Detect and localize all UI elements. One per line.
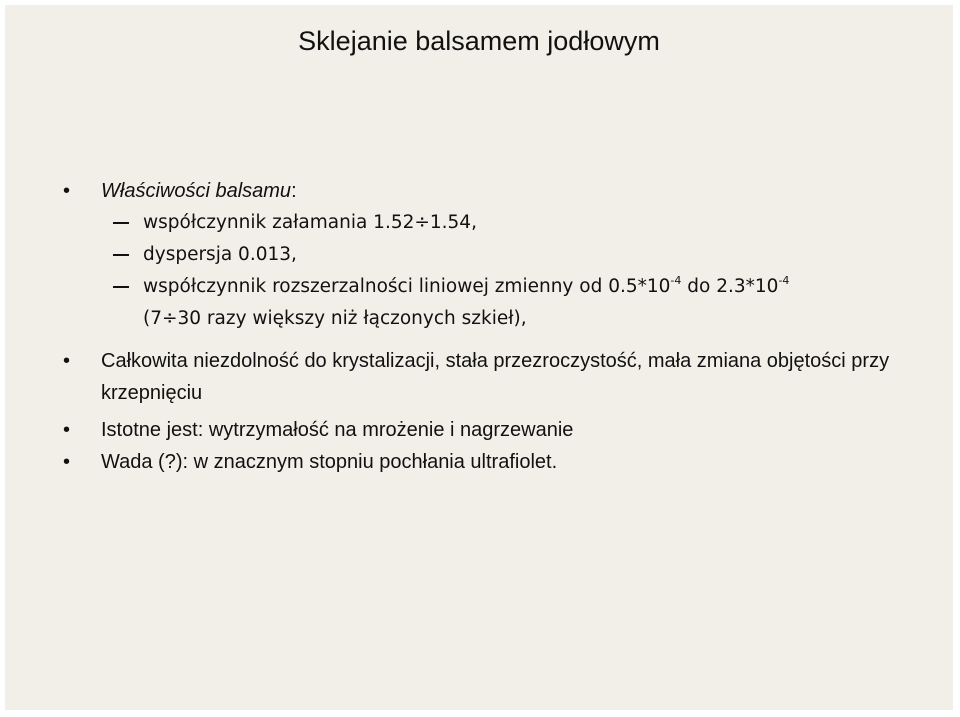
bullet-text: Wada (?): w znacznym stopniu pochłania ultrafiolet.: [101, 451, 558, 473]
bullet-icon: •: [63, 350, 71, 372]
properties-heading-suffix: :: [291, 180, 297, 202]
dash-icon: [113, 286, 129, 288]
expansion-middle: do 2.3*10: [681, 276, 779, 297]
sub-item-text: dyspersja 0.013,: [143, 244, 297, 265]
properties-heading: Właściwości balsamu: [101, 180, 292, 202]
slide-title: Sklejanie balsamem jodłowym: [298, 26, 660, 56]
dash-icon: [113, 222, 129, 224]
sub-item-dispersion: [63, 239, 943, 271]
slide: [5, 5, 953, 710]
bullet-icon: •: [63, 451, 71, 473]
bullet-icon: •: [63, 419, 71, 441]
bullet-text: Całkowita niezdolność do krystalizacji, stała przezroczystość, mała zmiana objętości przy krzepnięciu: [101, 350, 890, 404]
bullet-disadvantage: [63, 446, 943, 478]
sub-item-text: współczynnik załamania 1.52÷1.54,: [143, 212, 477, 233]
expansion-continuation: (7÷30 razy większy niż łączonych szkieł),: [143, 308, 527, 329]
exponent-1: -4: [670, 274, 682, 287]
slide-content: [63, 175, 943, 478]
exponent-2: -4: [778, 274, 790, 287]
bullet-durability: [63, 414, 943, 446]
sub-item-refraction: [63, 207, 943, 239]
dash-icon: [113, 254, 129, 256]
expansion-prefix: współczynnik rozszerzalności liniowej zmienny od 0.5*10: [143, 276, 671, 297]
bullet-crystallization: [63, 345, 943, 409]
bullet-text: Istotne jest: wytrzymałość na mrożenie i nagrzewanie: [101, 419, 574, 441]
bullet-icon: •: [63, 180, 71, 202]
sub-item-expansion: [63, 271, 943, 303]
bullet-properties: [63, 175, 943, 207]
